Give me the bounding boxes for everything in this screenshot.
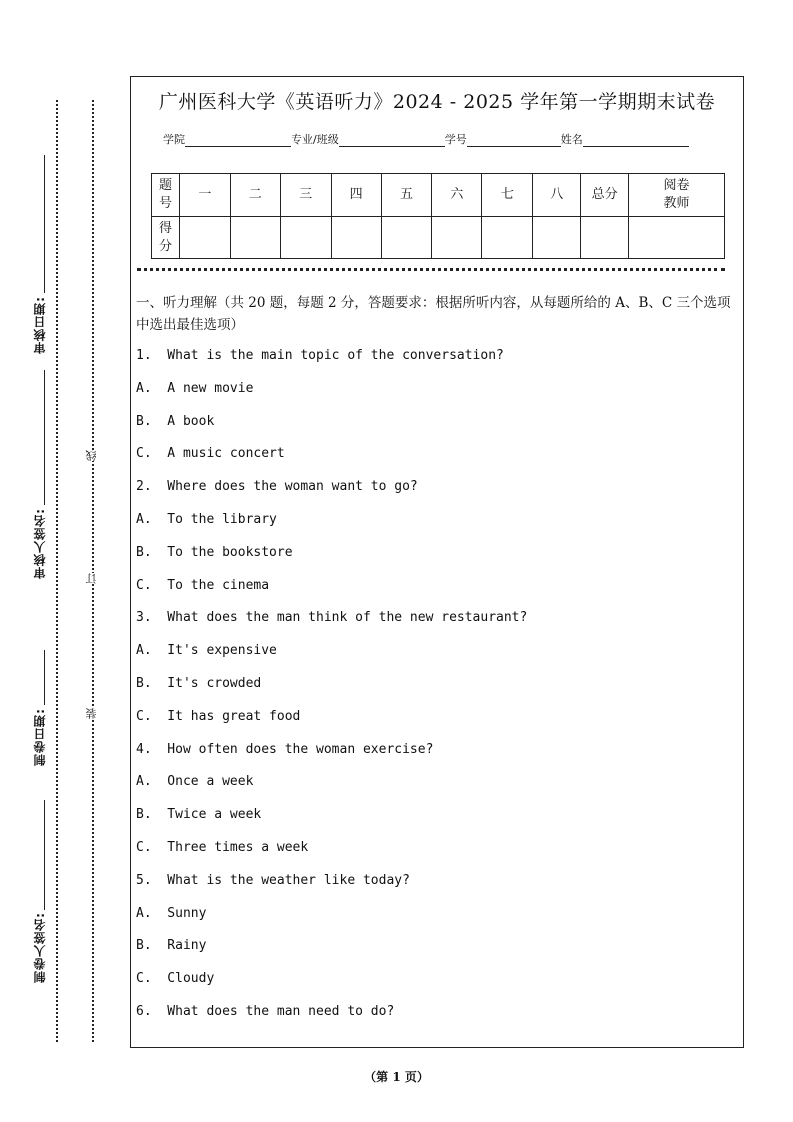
- paper-date-blank: [44, 650, 45, 705]
- paper-maker-signature-blank: [44, 800, 45, 910]
- binding-char-line: 线: [85, 450, 98, 461]
- exam-title: 广州医科大学《英语听力》2024 - 2025 学年第一学期期末试卷: [158, 91, 716, 113]
- answer-option[interactable]: C. It has great food: [136, 708, 301, 724]
- question-stem: 2. Where does the woman want to go?: [136, 479, 418, 495]
- name-label: 姓名: [560, 133, 583, 146]
- student-info-row: [163, 131, 689, 147]
- col-7: 七: [482, 174, 533, 217]
- score-table-score-row: [152, 217, 725, 259]
- binding-dotted-line-outer: [56, 100, 58, 1042]
- answer-option[interactable]: C. Three times a week: [136, 839, 309, 855]
- major-class-blank[interactable]: [339, 134, 445, 147]
- answer-option[interactable]: C. A music concert: [136, 446, 285, 462]
- col-6: 六: [432, 174, 482, 217]
- binding-dotted-line-inner: [92, 100, 94, 1042]
- answer-option[interactable]: B. A book: [136, 413, 215, 429]
- score-cell[interactable]: [331, 217, 381, 259]
- answer-option[interactable]: A. Once a week: [136, 774, 254, 790]
- score-cell[interactable]: [179, 217, 230, 259]
- question-number-header: 题 号: [152, 174, 180, 217]
- college-blank[interactable]: [185, 134, 291, 147]
- exam-frame: [130, 76, 744, 1048]
- question-stem: 3. What does the man think of the new restaurant?: [136, 610, 528, 626]
- answer-option[interactable]: C. To the cinema: [136, 577, 270, 593]
- major-class-label: 专业/班级: [291, 133, 339, 146]
- answer-option[interactable]: C. Cloudy: [136, 971, 215, 987]
- col-1: 一: [179, 174, 230, 217]
- review-date-blank: [44, 155, 45, 293]
- answer-option[interactable]: A. To the library: [136, 511, 277, 527]
- student-id-label: 学号: [444, 133, 467, 146]
- binding-char-order: 订: [85, 573, 98, 584]
- question-stem: 4. How often does the woman exercise?: [136, 741, 434, 757]
- section-1-instruction: 一、听力理解（共 20 题，每题 2 分，答题要求：根据所听内容，从每题所给的 A、B、C 三个选项中选出最佳选项）: [136, 295, 731, 333]
- col-3: 三: [280, 174, 331, 217]
- score-cell[interactable]: [533, 217, 581, 259]
- dotted-separator: [137, 268, 725, 271]
- col-8: 八: [533, 174, 581, 217]
- college-label: 学院: [163, 133, 185, 146]
- answer-option[interactable]: A. It's expensive: [136, 643, 277, 659]
- name-blank[interactable]: [583, 134, 689, 147]
- student-id-blank[interactable]: [467, 134, 561, 147]
- score-cell[interactable]: [381, 217, 432, 259]
- score-table-header-row: [152, 174, 725, 217]
- score-cell[interactable]: [482, 217, 533, 259]
- col-4: 四: [331, 174, 381, 217]
- score-cell[interactable]: [432, 217, 482, 259]
- answer-option[interactable]: B. Rainy: [136, 938, 207, 954]
- score-table: [151, 173, 725, 259]
- paper-date-label: 制卷日期:: [33, 708, 47, 766]
- review-date-label: 审核日期:: [33, 296, 47, 354]
- question-stem: 5. What is the weather like today?: [136, 872, 410, 888]
- col-2: 二: [230, 174, 280, 217]
- score-cell[interactable]: [280, 217, 331, 259]
- answer-option[interactable]: A. A new movie: [136, 380, 254, 396]
- binding-char-bind: 装: [85, 708, 98, 719]
- answer-option[interactable]: B. To the bookstore: [136, 544, 293, 560]
- paper-maker-signature-label: 制卷人签名:: [33, 912, 47, 983]
- reviewer-signature-blank: [44, 370, 45, 505]
- questions-list: [136, 346, 527, 1035]
- answer-option[interactable]: A. Sunny: [136, 905, 207, 921]
- col-total: 总分: [581, 174, 629, 217]
- col-reviewer: 阅卷 教师: [629, 174, 725, 217]
- score-cell[interactable]: [230, 217, 280, 259]
- score-header: 得 分: [152, 217, 180, 259]
- col-5: 五: [381, 174, 432, 217]
- page-number: （第 1 页）: [364, 1070, 429, 1084]
- question-stem: 1. What is the main topic of the conversation?: [136, 348, 504, 363]
- answer-option[interactable]: B. It's crowded: [136, 675, 262, 691]
- score-cell-total[interactable]: [581, 217, 629, 259]
- question-stem: 6. What does the man need to do?: [136, 1003, 395, 1019]
- answer-option[interactable]: B. Twice a week: [136, 807, 262, 823]
- score-cell-reviewer[interactable]: [629, 217, 725, 259]
- reviewer-signature-label: 审核人签名:: [33, 508, 47, 579]
